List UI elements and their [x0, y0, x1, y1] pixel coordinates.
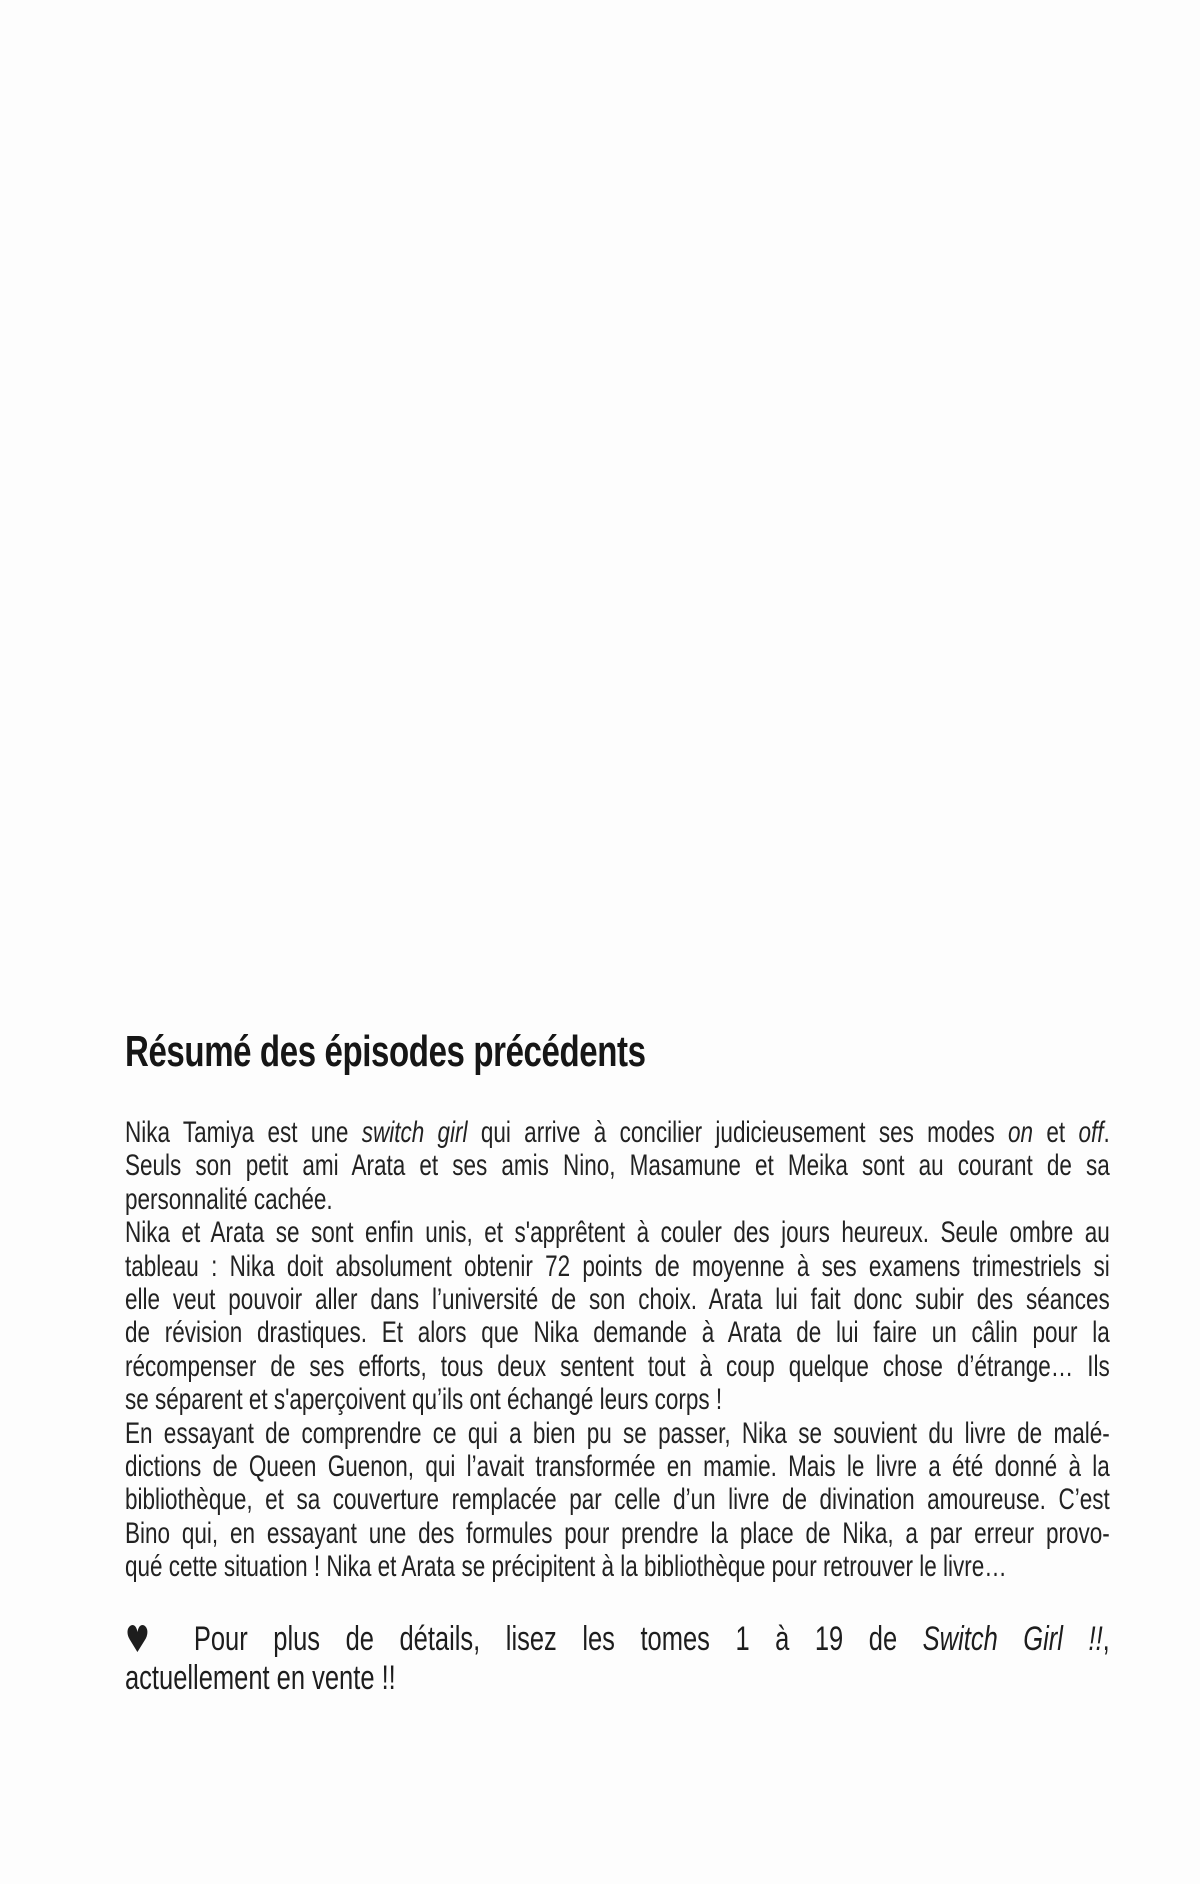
text-line — [125, 1417, 1110, 1450]
text-segment: Seuls son petit ami Arata et ses amis Nino, Masamune et Meika sont au courant de sa — [125, 1149, 1110, 1183]
text-line — [125, 1550, 1110, 1583]
text-line — [125, 1350, 1110, 1383]
text-segment: dictions de Queen Guenon, qui l’avait transformée en mamie. Mais le livre a été donné à la — [125, 1450, 1110, 1484]
text-segment: personnalité cachée. — [125, 1182, 333, 1216]
text-line — [125, 1216, 1110, 1249]
text-segment: se séparent et s'aperçoivent qu’ils ont échangé leurs corps ! — [125, 1383, 723, 1417]
text-segment: récompenser de ses efforts, tous deux sentent tout à coup quelque chose d’étrange… Ils — [125, 1349, 1110, 1383]
text-line — [125, 1316, 1110, 1349]
text-line — [125, 1450, 1110, 1483]
text-line — [125, 1617, 1110, 1661]
text-segment: de révision drastiques. Et alors que Nika demande à Arata de lui faire un câlin pour la — [125, 1316, 1110, 1350]
recap-section — [125, 1028, 1110, 1697]
text-segment: Bino qui, en essayant une des formules pour prendre la place de Nika, a par erreur provo- — [125, 1516, 1110, 1550]
text-line — [125, 1183, 1110, 1216]
text-column — [125, 1028, 1110, 1697]
text-segment: . — [1103, 1116, 1110, 1149]
text-line — [125, 1659, 1110, 1697]
text-line — [125, 1383, 1110, 1416]
text-segment: qué cette situation ! Nika et Arata se précipitent à la bibliothèque pour retrouver le livre… — [125, 1550, 1007, 1584]
heart-icon: ♥ — [125, 1617, 169, 1661]
text-segment: qui arrive à concilier judicieusement ses modes — [467, 1116, 1009, 1149]
text-segment: et — [1033, 1116, 1079, 1149]
recap-text — [125, 1116, 1110, 1584]
text-segment: bibliothèque, et sa couverture remplacée par celle d’un livre de divination amoureuse. C’est — [125, 1483, 1110, 1517]
text-segment: elle veut pouvoir aller dans l’université de son choix. Arata lui fait donc subir des séances — [125, 1283, 1110, 1317]
text-line — [125, 1116, 1110, 1149]
promo-note — [125, 1617, 1110, 1697]
text-segment: Pour plus de détails, lisez les tomes 1 à 19 de — [168, 1619, 923, 1658]
text-segment: Nika Tamiya est une — [125, 1116, 362, 1149]
text-segment: Switch Girl !! — [922, 1619, 1103, 1658]
text-segment: , — [1102, 1619, 1110, 1658]
text-segment: off — [1078, 1116, 1104, 1149]
text-segment: Nika et Arata se sont enfin unis, et s'apprêtent à couler des jours heureux. Seule ombre au — [125, 1216, 1110, 1250]
text-line — [125, 1483, 1110, 1516]
text-segment: actuellement en vente !! — [125, 1658, 396, 1697]
text-segment: tableau : Nika doit absolument obtenir 72 points de moyenne à ses examens trimestriels si — [125, 1249, 1110, 1283]
text-line — [125, 1517, 1110, 1550]
text-line — [125, 1250, 1110, 1283]
section-heading: Résumé des épisodes précédents — [125, 1027, 646, 1076]
text-segment: En essayant de comprendre ce qui a bien pu se passer, Nika se souvient du livre de malé- — [125, 1416, 1110, 1450]
text-segment: switch girl — [361, 1116, 468, 1149]
text-line — [125, 1283, 1110, 1316]
text-segment: on — [1008, 1116, 1034, 1149]
text-line — [125, 1149, 1110, 1182]
